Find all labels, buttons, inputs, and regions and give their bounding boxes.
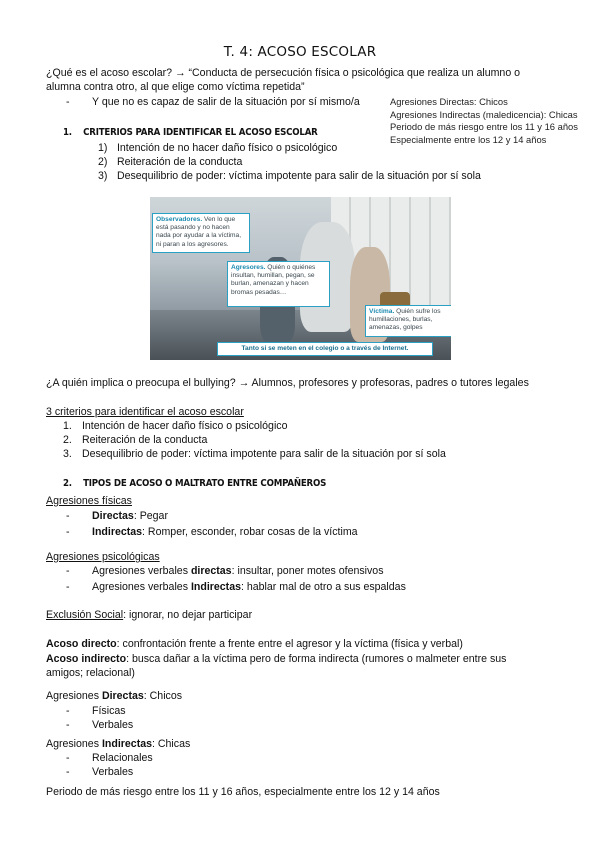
- dir-bold: Directas: [101, 690, 144, 702]
- psych-heading: Agresiones psicológicas: [46, 551, 160, 563]
- side-note: Agresiones Indirectas (maledicencia): Chicas: [390, 108, 578, 120]
- list-item: [63, 419, 446, 433]
- item-pre: Agresiones verbales: [92, 565, 191, 577]
- list-item: [63, 433, 446, 447]
- indirect-list: [66, 751, 153, 779]
- internet-banner: Tanto si se meten en el colegio o a través de Internet.: [217, 342, 433, 356]
- item-number: 1.: [63, 420, 72, 432]
- physical-list: [66, 509, 358, 539]
- exclusion-label: Exclusión Social: [46, 609, 124, 621]
- item-text: : Romper, esconder, robar cosas de la víctima: [142, 526, 358, 538]
- item-bold: directas: [190, 565, 232, 577]
- item-text: : insultar, poner motes ofensivos: [231, 565, 384, 577]
- item-text: Relacionales: [92, 752, 153, 764]
- item-pre: Agresiones verbales: [92, 581, 191, 593]
- item-text: Desequilibrio de poder: víctima impotente para salir de la situación por sí sola: [81, 448, 446, 460]
- item-text: Reiteración de la conducta: [116, 156, 243, 168]
- item-number: 2): [98, 156, 108, 168]
- page-title: T. 4: ACOSO ESCOLAR: [223, 44, 377, 60]
- item-text: Verbales: [92, 719, 134, 731]
- list-item: [98, 155, 481, 169]
- list-item: - Relacionales: [66, 752, 153, 764]
- intro-line-1: ¿Qué es el acoso escolar? → “Conducta de persecución física o psicológica que realiza un alumno o: [46, 67, 521, 79]
- risk-period: Periodo de más riesgo entre los 11 y 16 años, especialmente entre los 12 y 14 años: [46, 786, 440, 798]
- aggressors-text: Quién o quiénes insultan, humillan, pegan, se burlan, amenazan y hacen bromas pesadas…: [231, 264, 316, 296]
- observers-note: [152, 213, 250, 253]
- physical-heading: Agresiones físicas: [46, 495, 132, 507]
- item-text: : Pegar: [133, 510, 168, 522]
- list-item: [63, 447, 446, 461]
- intro-bullet: - Y que no es capaz de salir de la situación por sí mismo/a: [66, 96, 360, 108]
- item-bold: Indirectas: [92, 526, 143, 538]
- item-number: 3.: [63, 448, 72, 460]
- list-item: [98, 169, 481, 183]
- item-text: Reiteración de la conducta: [81, 434, 208, 446]
- observers-label: Observadores.: [156, 216, 203, 223]
- intro-bullet-text: Y que no es capaz de salir de la situación por sí mismo/a: [92, 96, 360, 108]
- direct-line: [46, 637, 463, 651]
- item-number: 1): [98, 142, 108, 154]
- list-item: [98, 141, 481, 155]
- item-text: Desequilibrio de poder: víctima impotente para salir de la situación por sí sola: [116, 170, 481, 182]
- victim-label: Víctima.: [369, 308, 395, 315]
- intro-line-2: alumna contra otro, al que elige como víctima repetida”: [46, 81, 305, 93]
- aggressors-label: Agresores.: [231, 264, 266, 271]
- criteria2-heading: 3 criterios para identificar el acoso escolar: [46, 406, 244, 418]
- section2-number: 2.: [63, 478, 72, 489]
- item-number: 2.: [63, 434, 72, 446]
- side-note: Periodo de más riesgo entre los 11 y 16 años: [390, 121, 578, 133]
- direct-text: : confrontación frente a frente entre el agresor y la víctima (física y verbal): [116, 638, 463, 650]
- item-text: Físicas: [92, 705, 126, 717]
- item-text: Intención de no hacer daño físico o psicológico: [116, 142, 338, 154]
- list-item: - Físicas: [66, 705, 126, 717]
- direct-list: [66, 704, 133, 732]
- side-notes: [390, 96, 578, 146]
- section1-title: CRITERIOS PARA IDENTIFICAR EL ACOSO ESCOLAR: [83, 127, 318, 138]
- direct-label: Acoso directo: [46, 638, 117, 650]
- list-item: - Agresiones verbales directas: insultar, poner motes ofensivos: [66, 565, 384, 577]
- item-text: Intención de hacer daño físico o psicológico: [81, 420, 288, 432]
- side-note: Agresiones Directas: Chicos: [390, 96, 508, 107]
- ind-post: : Chicas: [152, 738, 191, 750]
- list-item: - Verbales: [66, 719, 134, 731]
- exclusion-text: : ignorar, no dejar participar: [123, 609, 253, 621]
- victim-note: [365, 305, 451, 337]
- section1-heading: [63, 127, 318, 138]
- psych-list: [66, 564, 406, 594]
- item-bold: Indirectas: [190, 581, 241, 593]
- ind-pre: Agresiones: [46, 738, 102, 750]
- who-line: ¿A quién implica o preocupa el bullying? → Alumnos, profesores y profesoras, padres o tutores legales: [46, 377, 529, 389]
- section1-number: 1.: [63, 127, 72, 138]
- ind-bold: Indirectas: [101, 738, 152, 750]
- exclusion-line: [46, 608, 252, 622]
- section2-heading: [63, 478, 326, 489]
- aggressors-note: [227, 261, 330, 307]
- criteria-list-2: [63, 419, 446, 461]
- list-item: - Directas: Pegar: [66, 510, 168, 522]
- indirect-text: : busca dañar a la víctima pero de forma indirecta (rumores o malmeter entre sus: [126, 653, 507, 665]
- observers-text: Ven lo que está pasando y no hacen nada por ayudar a la víctima, ni paran a los agresores.: [156, 216, 242, 248]
- side-note: Especialmente entre los 12 y 14 años: [390, 133, 547, 145]
- victim-text: Quién sufre los humillaciones, burlas, amenazas, golpes: [369, 308, 441, 332]
- indirect-aggressions: [46, 737, 190, 751]
- direct-aggressions: [46, 689, 182, 703]
- indirect-line: [46, 652, 506, 666]
- indirect-label: Acoso indirecto: [46, 653, 127, 665]
- bullying-illustration: [150, 197, 451, 360]
- item-bold: Directas: [92, 510, 134, 522]
- item-number: 3): [98, 170, 108, 182]
- indirect-line-2: amigos; relacional): [46, 667, 135, 679]
- list-item: - Agresiones verbales Indirectas: hablar mal de otro a sus espaldas: [66, 581, 406, 593]
- dir-pre: Agresiones: [46, 690, 102, 702]
- item-text: : hablar mal de otro a sus espaldas: [240, 581, 406, 593]
- criteria-list-1: [98, 141, 481, 183]
- section2-title: TIPOS DE ACOSO O MALTRATO ENTRE COMPAÑEROS: [83, 478, 327, 489]
- list-item: - Verbales: [66, 766, 134, 778]
- item-text: Verbales: [92, 766, 134, 778]
- dir-post: : Chicos: [143, 690, 183, 702]
- list-item: - Indirectas: Romper, esconder, robar cosas de la víctima: [66, 526, 358, 538]
